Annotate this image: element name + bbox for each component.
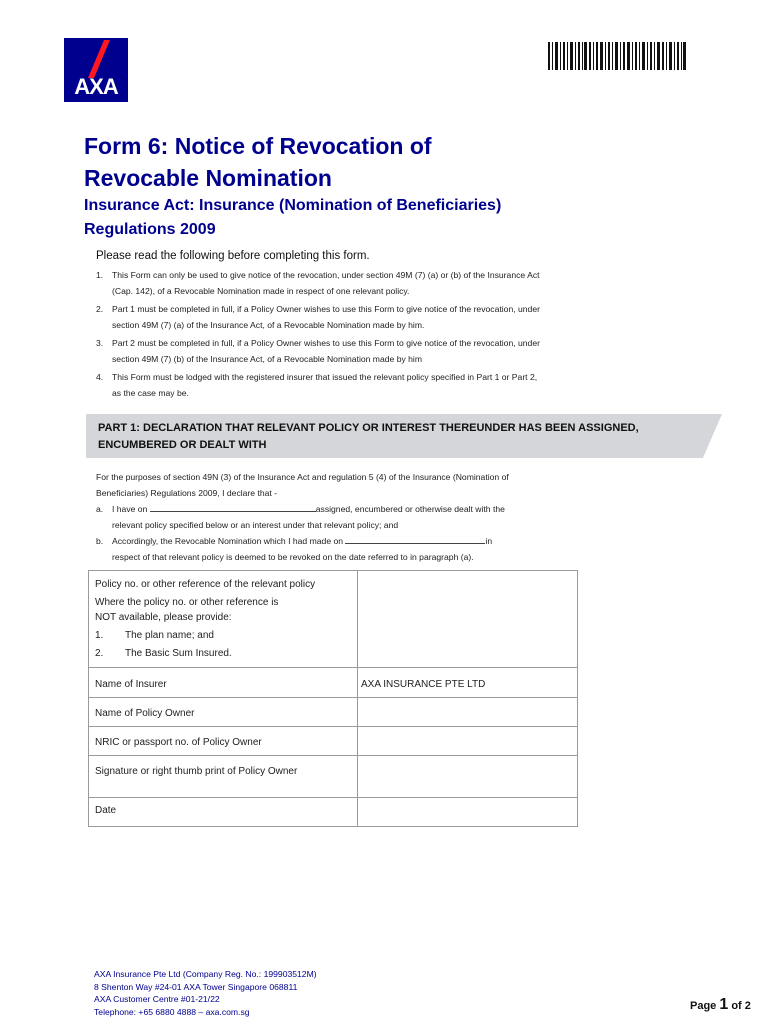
nric-field[interactable] — [359, 728, 575, 754]
table-row-divider — [89, 755, 577, 756]
item-a-after: assigned, encumbered or otherwise dealt with the — [315, 504, 505, 514]
note-text: Part 1 must be completed in full, if a Policy Owner wishes to use this Form to give notice of the revocation, under section 49M (7) (a) of the Insurance Act, of a Revocable Nomination made by him. — [112, 304, 540, 330]
note-number: 1. — [96, 270, 104, 280]
owner-name-field[interactable] — [359, 699, 575, 725]
declaration-item-a — [96, 502, 542, 533]
insurer-value: AXA INSURANCE PTE LTD — [361, 679, 486, 690]
table-row-divider — [89, 667, 577, 668]
policy-note2: NOT available, please provide: — [95, 612, 232, 623]
note-item — [96, 336, 542, 367]
note-number: 3. — [96, 338, 104, 348]
item-b-line2: respect of that relevant policy is deemed to be revoked on the date referred to in paragraph (a). — [112, 551, 474, 562]
form-title — [84, 130, 584, 194]
date-field[interactable] — [359, 799, 575, 825]
footer-telephone: Telephone: +65 6880 4888 – axa.com.sg — [94, 1006, 250, 1017]
page-number — [690, 996, 751, 1014]
part1-heading: PART 1: DECLARATION THAT RELEVANT POLICY OR INTEREST THEREUNDER HAS BEEN ASSIGNED, ENCUMBERED OR DEALT WITH — [98, 422, 639, 451]
policy-number-field[interactable] — [359, 573, 575, 665]
assignment-date-field[interactable] — [150, 503, 316, 512]
note-number: 2. — [96, 304, 104, 314]
note-item — [96, 268, 542, 299]
note-text: This Form can only be used to give notice of the revocation, under section 49M (7) (a) or (b) of the Insurance Act (Cap. 142), of a Revocable Nomination made in respect of one relevant policy. — [112, 270, 540, 296]
note-item — [96, 370, 542, 401]
notes-list — [96, 268, 542, 404]
form-subtitle-line1: Insurance Act: Insurance (Nomination of Beneficiaries) — [84, 197, 502, 214]
policy-option-plan: The plan name; and — [125, 630, 214, 641]
form-subtitle-line2: Regulations 2009 — [84, 221, 216, 238]
item-b-before: Accordingly, the Revocable Nomination which I had made on — [112, 536, 344, 546]
table-row-divider — [89, 797, 577, 798]
item-b-after: in — [485, 536, 493, 546]
note-text: This Form must be lodged with the registered insurer that issued the relevant policy specified in Part 1 or Part 2, as the case may be. — [112, 372, 538, 398]
axa-logo — [64, 38, 128, 102]
date-label: Date — [95, 805, 117, 816]
logo-text: AXA — [74, 74, 118, 99]
page-total: 2 — [744, 1000, 751, 1012]
intro-text: Please read the following before completing this form. — [96, 250, 370, 262]
declaration-text: For the purposes of section 49N (3) of the Insurance Act and regulation 5 (4) of the Insurance (Nomination of Beneficiaries) Regulations 2009, I declare that - — [96, 472, 509, 498]
policy-details-table — [88, 570, 578, 827]
policy-option-sum: The Basic Sum Insured. — [125, 648, 232, 659]
policy-label-cell — [95, 577, 353, 661]
barcode-icon — [548, 42, 686, 70]
page-current: 1 — [719, 996, 729, 1013]
note-item — [96, 302, 542, 333]
table-row-divider — [89, 726, 577, 727]
declaration-item-b — [96, 534, 542, 565]
policy-label: Policy no. or other reference of the relevant policy — [95, 579, 316, 590]
owner-label: Name of Policy Owner — [95, 708, 195, 719]
policy-option-number: 1. — [95, 630, 104, 641]
company-footer — [94, 968, 317, 1018]
table-divider — [357, 571, 358, 826]
signature-field[interactable] — [359, 757, 575, 795]
nric-label: NRIC or passport no. of Policy Owner — [95, 737, 262, 748]
item-a-number: a. — [96, 504, 104, 514]
note-text: Part 2 must be completed in full, if a Policy Owner wishes to use this Form to give notice of the revocation, under section 49M (7) (b) of the Insurance Act, of a Revocable Nomination made by him — [112, 338, 540, 364]
signature-label: Signature or right thumb print of Policy Owner — [95, 766, 298, 777]
item-a-line2: relevant policy specified below or an interest under that relevant policy; and — [112, 519, 399, 530]
policy-option-number: 2. — [95, 648, 104, 659]
note-number: 4. — [96, 372, 104, 382]
form-title-line1: Form 6: Notice of Revocation of — [84, 133, 432, 159]
table-row-divider — [89, 697, 577, 698]
footer-company: AXA Insurance Pte Ltd (Company Reg. No.: 199903512M) — [94, 969, 317, 979]
nomination-date-field[interactable] — [345, 535, 485, 544]
footer-address: 8 Shenton Way #24-01 AXA Tower Singapore 068811 — [94, 981, 298, 992]
form-subtitle — [84, 194, 604, 242]
insurer-label: Name of Insurer — [95, 679, 167, 690]
page-sep: of — [731, 1000, 742, 1012]
form-title-line2: Revocable Nomination — [84, 165, 332, 191]
footer-centre: AXA Customer Centre #01-21/22 — [94, 994, 220, 1004]
item-b-number: b. — [96, 536, 104, 546]
page-prefix: Page — [690, 1000, 717, 1012]
policy-note1: Where the policy no. or other reference is — [95, 597, 279, 608]
item-a-before: I have on — [112, 504, 148, 514]
